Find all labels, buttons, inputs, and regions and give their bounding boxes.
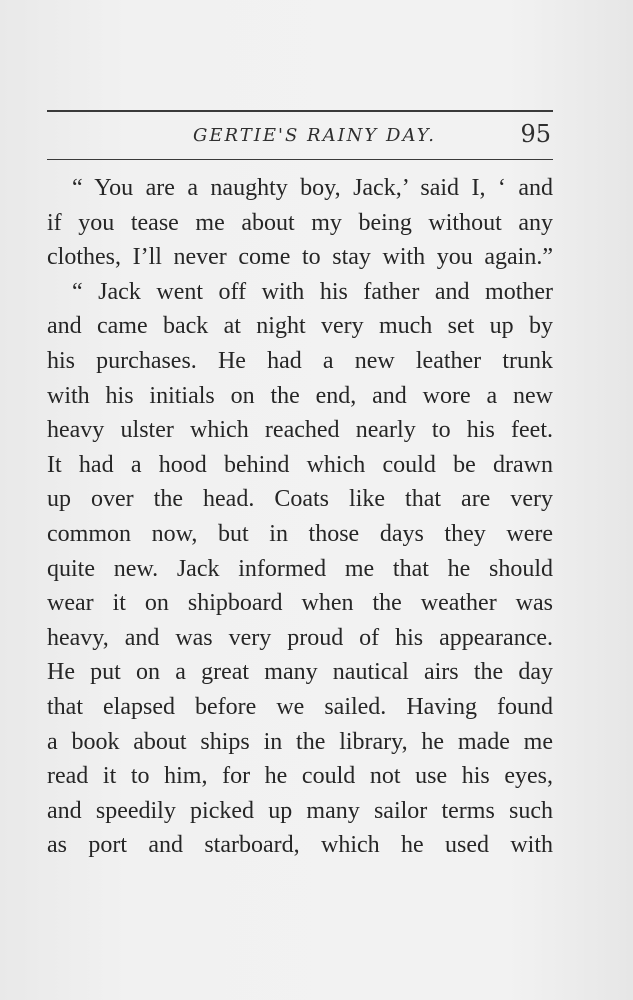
text-line: It had a hood behind which could be drawn	[47, 451, 553, 478]
page-number: 95	[520, 120, 551, 148]
text-line: heavy, and was very proud of his appearance.	[47, 624, 553, 651]
text-line: that elapsed before we sailed. Having found	[47, 693, 553, 720]
body-text	[47, 171, 553, 863]
text-line: up over the head. Coats like that are very	[47, 486, 553, 513]
running-head	[47, 118, 553, 152]
text-line: read it to him, for he could not use his eyes,	[47, 763, 553, 790]
header-rule-bottom	[47, 159, 553, 160]
text-line: quite new. Jack informed me that he should	[47, 555, 553, 582]
text-line: “ Jack went off with his father and mother	[72, 278, 553, 305]
text-line: clothes, I’ll never come to stay with you again.”	[47, 244, 553, 271]
text-line: his purchases. He had a new leather trunk	[47, 347, 553, 374]
running-title: GERTIE'S RAINY DAY.	[193, 125, 437, 146]
text-line: heavy ulster which reached nearly to his feet.	[47, 417, 553, 444]
text-line: if you tease me about my being without any	[47, 209, 553, 236]
text-line: and speedily picked up many sailor terms such	[47, 797, 553, 824]
header-rule-top	[47, 110, 553, 112]
text-line: He put on a great many nautical airs the day	[47, 659, 553, 686]
text-line: and came back at night very much set up by	[47, 313, 553, 340]
text-line: as port and starboard, which he used with	[47, 832, 553, 859]
text-line: wear it on shipboard when the weather was	[47, 590, 553, 617]
text-line: “ You are a naughty boy, Jack,’ said I, ‘ and	[72, 175, 553, 201]
text-line: with his initials on the end, and wore a new	[47, 382, 553, 409]
text-line: common now, but in those days they were	[47, 520, 553, 547]
text-line: a book about ships in the library, he made me	[47, 728, 553, 755]
